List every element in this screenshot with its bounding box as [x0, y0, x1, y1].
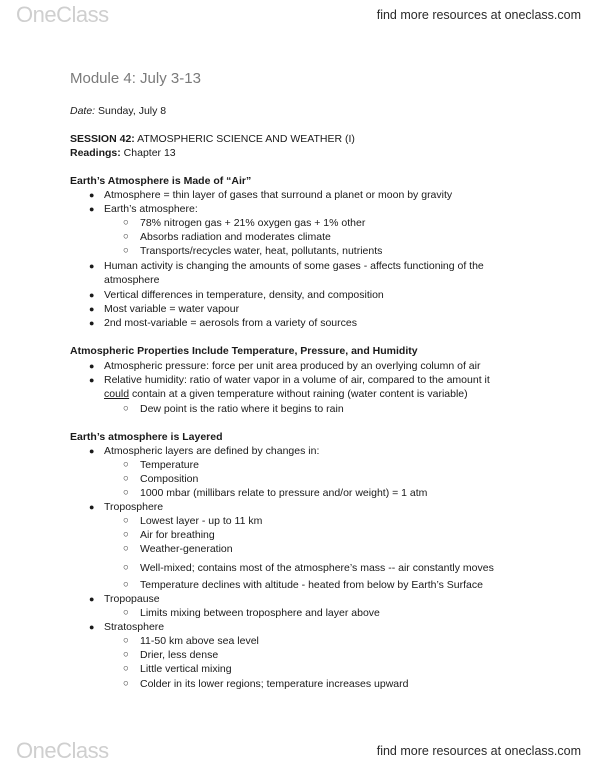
header-tagline-link[interactable]: find more resources at oneclass.com [376, 8, 581, 22]
bullet-circle-icon: ○ [123, 649, 129, 660]
list-item: Colder in its lower regions; temperature increases upward [140, 678, 409, 690]
bullet-circle-icon: ○ [123, 635, 129, 646]
bullet-dot-icon: ● [89, 375, 95, 385]
session-value: ATMOSPHERIC SCIENCE AND WEATHER (I) [134, 133, 355, 145]
footer-tagline-link[interactable]: find more resources at oneclass.com [376, 744, 581, 758]
list-item: Earth’s atmosphere: [104, 203, 198, 215]
list-item: Transports/recycles water, heat, pollutants, nutrients [140, 245, 383, 257]
bullet-dot-icon: ● [89, 204, 95, 214]
list-item: Dew point is the ratio where it begins to rain [140, 403, 344, 415]
bullet-dot-icon: ● [89, 190, 95, 200]
list-item: Human activity is changing the amounts of some gases - affects functioning of the [104, 260, 484, 272]
readings-value: Chapter 13 [120, 147, 176, 159]
bullet-dot-icon: ● [89, 290, 95, 300]
bullet-dot-icon: ● [89, 361, 95, 371]
date-value: Sunday, July 8 [95, 105, 167, 117]
list-item: Temperature declines with altitude - heated from below by Earth’s Surface [140, 579, 483, 591]
list-item: Tropopause [104, 593, 160, 605]
bullet-circle-icon: ○ [123, 217, 129, 228]
bullet-circle-icon: ○ [123, 562, 129, 573]
list-item-continuation [104, 387, 468, 401]
list-item: Well-mixed; contains most of the atmosphere’s mass -- air constantly moves [140, 562, 494, 574]
list-item: Temperature [140, 459, 199, 471]
date-label: Date: [70, 105, 96, 117]
list-item: 11-50 km above sea level [140, 635, 259, 647]
list-item: Stratosphere [104, 621, 165, 633]
list-item: Air for breathing [140, 529, 215, 541]
bullet-circle-icon: ○ [123, 678, 129, 689]
bullet-circle-icon: ○ [123, 663, 129, 674]
list-item: 2nd most-variable = aerosols from a variety of sources [104, 317, 357, 329]
session-line [70, 132, 355, 146]
oneclass-logo[interactable]: OneClass [16, 2, 109, 27]
list-item-continuation: atmosphere [104, 274, 160, 286]
bullet-circle-icon: ○ [123, 473, 129, 484]
list-item: Vertical differences in temperature, density, and composition [104, 289, 384, 301]
list-item: Absorbs radiation and moderates climate [140, 231, 331, 243]
list-item: Lowest layer - up to 11 km [140, 515, 263, 527]
readings-line [70, 146, 176, 160]
continuation-text: contain at a given temperature without raining (water content is variable) [129, 388, 468, 400]
date-line [70, 104, 166, 118]
footer-oneclass-logo[interactable]: OneClass [16, 738, 109, 763]
bullet-dot-icon: ● [89, 594, 95, 604]
section-heading: Atmospheric Properties Include Temperature, Pressure, and Humidity [70, 345, 418, 357]
bullet-circle-icon: ○ [123, 529, 129, 540]
page-header [0, 0, 595, 34]
underlined-word: could [104, 388, 130, 400]
bullet-circle-icon: ○ [123, 607, 129, 618]
bullet-dot-icon: ● [89, 261, 95, 271]
list-item: Atmospheric pressure: force per unit area produced by an overlying column of air [104, 360, 481, 372]
section-heading: Earth’s Atmosphere is Made of “Air” [70, 175, 252, 187]
readings-label: Readings: [70, 147, 121, 159]
list-item: Drier, less dense [140, 649, 219, 661]
bullet-circle-icon: ○ [123, 515, 129, 526]
list-item: Most variable = water vapour [104, 303, 240, 315]
section-heading: Earth’s atmosphere is Layered [70, 431, 223, 443]
list-item: Relative humidity: ratio of water vapor in a volume of air, compared to the amount it [104, 374, 490, 386]
bullet-dot-icon: ● [89, 318, 95, 328]
bullet-dot-icon: ● [89, 622, 95, 632]
module-title: Module 4: July 3-13 [70, 70, 201, 87]
bullet-circle-icon: ○ [123, 543, 129, 554]
list-item: 1000 mbar (millibars relate to pressure and/or weight) = 1 atm [140, 487, 428, 499]
list-item: Weather-generation [140, 543, 233, 555]
list-item: Little vertical mixing [140, 663, 232, 675]
list-item: Troposphere [104, 501, 164, 513]
bullet-circle-icon: ○ [123, 459, 129, 470]
list-item: 78% nitrogen gas + 21% oxygen gas + 1% other [140, 217, 366, 229]
bullet-circle-icon: ○ [123, 231, 129, 242]
bullet-circle-icon: ○ [123, 245, 129, 256]
bullet-circle-icon: ○ [123, 487, 129, 498]
bullet-circle-icon: ○ [123, 403, 129, 414]
bullet-circle-icon: ○ [123, 579, 129, 590]
list-item: Atmospheric layers are defined by changes in: [104, 445, 320, 457]
list-item: Limits mixing between troposphere and layer above [140, 607, 380, 619]
bullet-dot-icon: ● [89, 502, 95, 512]
session-label: SESSION 42: [70, 133, 135, 145]
bullet-dot-icon: ● [89, 446, 95, 456]
list-item: Atmosphere = thin layer of gases that surround a planet or moon by gravity [104, 189, 453, 201]
bullet-dot-icon: ● [89, 304, 95, 314]
list-item: Composition [140, 473, 199, 485]
